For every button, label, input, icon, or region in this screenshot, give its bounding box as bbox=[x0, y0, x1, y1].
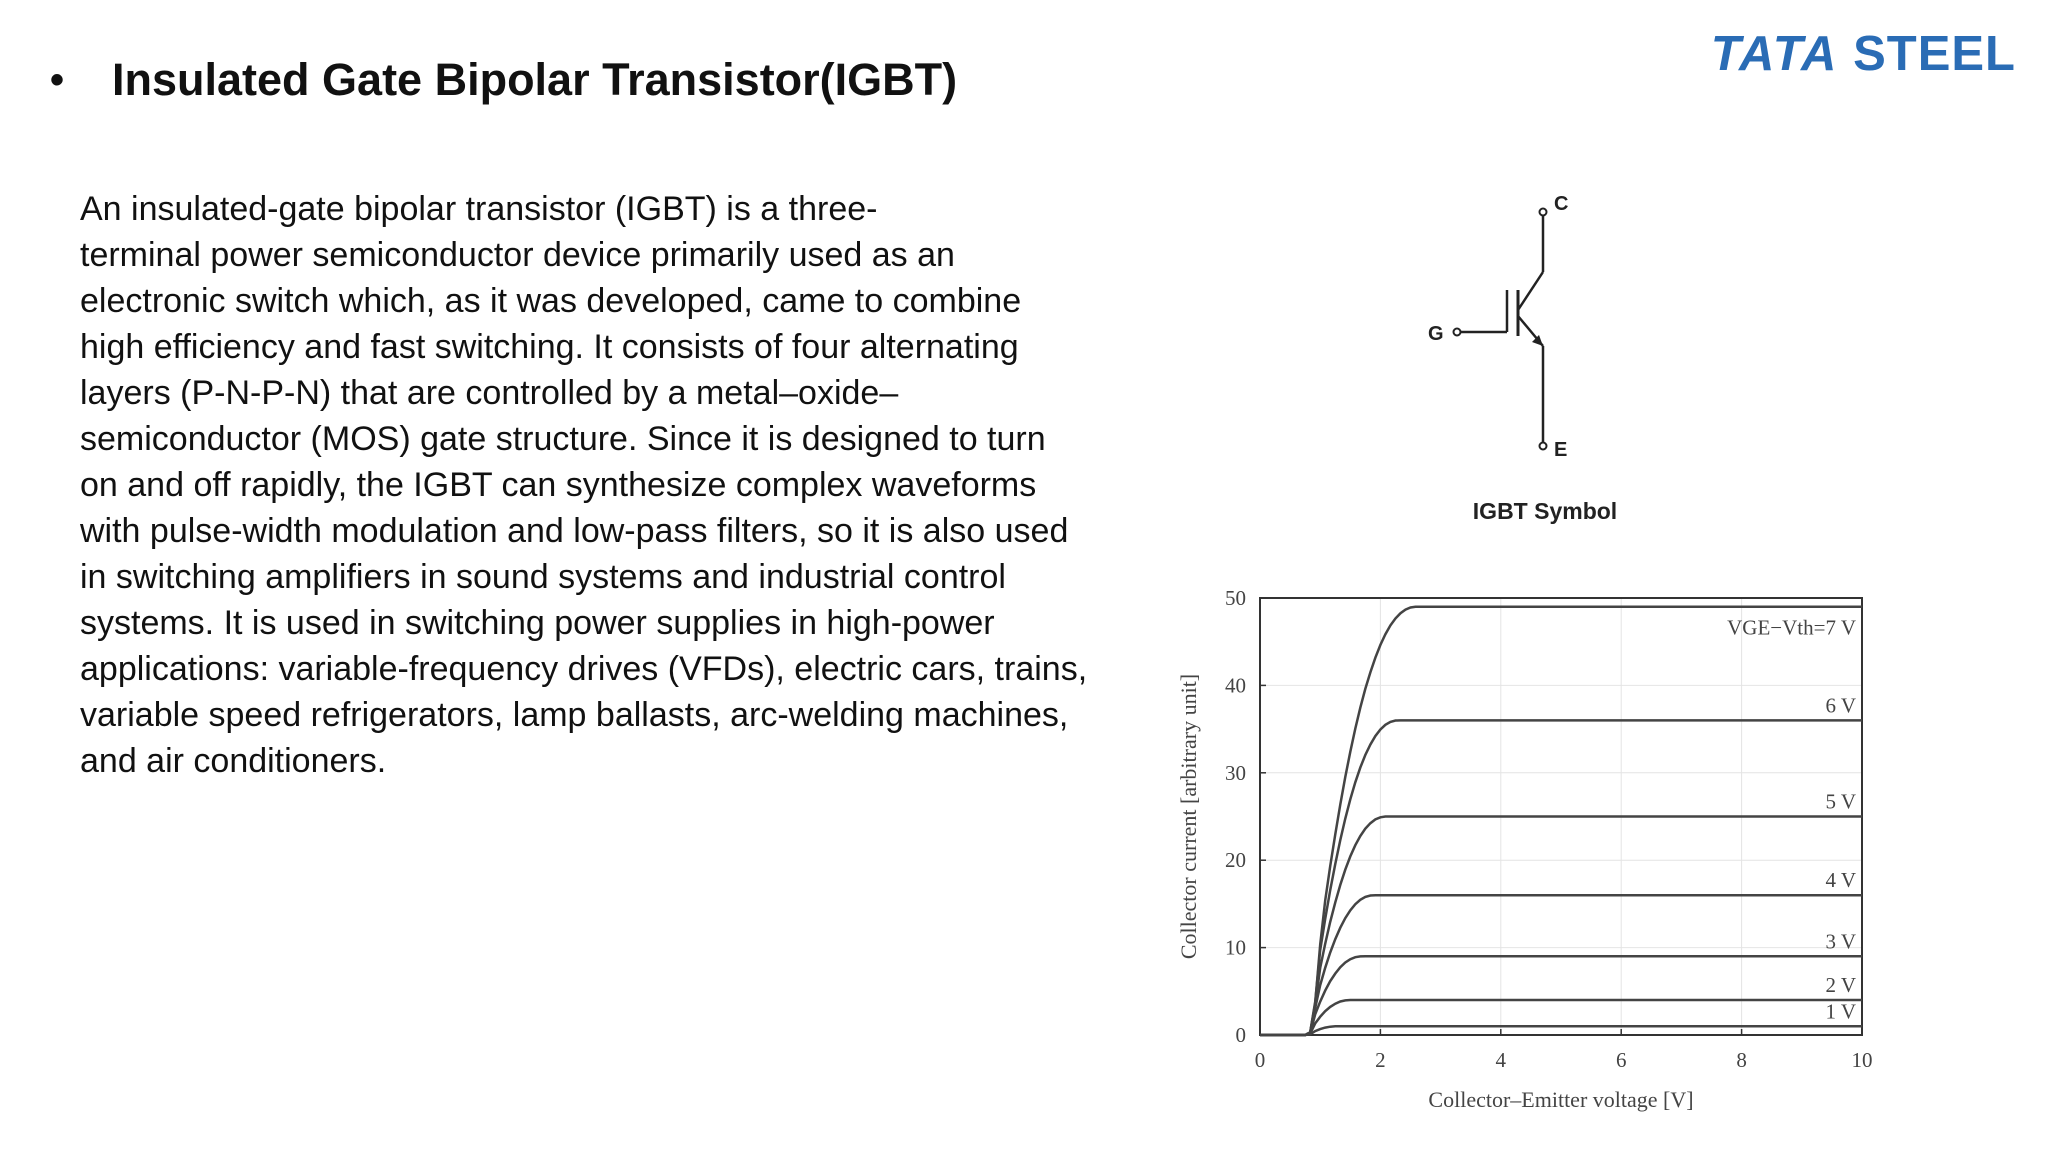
y-tick-label: 0 bbox=[1235, 1023, 1246, 1047]
y-tick-label: 30 bbox=[1225, 760, 1246, 785]
terminal-c-label: C bbox=[1554, 193, 1569, 215]
series-curve bbox=[1260, 817, 1862, 1036]
series-curve bbox=[1260, 607, 1862, 1035]
x-tick-label: 2 bbox=[1375, 1048, 1386, 1072]
x-tick-label: 8 bbox=[1736, 1048, 1747, 1072]
terminal-e-label: E bbox=[1554, 439, 1568, 461]
igbt-characteristic-chart bbox=[1160, 570, 1900, 1130]
series-label: 6 V bbox=[1825, 693, 1856, 718]
series-curve bbox=[1260, 1000, 1862, 1035]
x-tick-label: 4 bbox=[1495, 1048, 1507, 1072]
series-label: 4 V bbox=[1825, 868, 1856, 893]
x-tick-label: 6 bbox=[1615, 1048, 1627, 1072]
symbol-caption: IGBT Symbol bbox=[1472, 498, 1618, 524]
x-axis-label: Collector–Emitter voltage [V] bbox=[1428, 1087, 1694, 1112]
series-curve bbox=[1260, 1026, 1862, 1035]
series-curve bbox=[1260, 895, 1862, 1035]
series-curve bbox=[1260, 720, 1862, 1035]
terminal-g-label: G bbox=[1428, 323, 1444, 345]
series-label: VGE−Vth=7 V bbox=[1727, 615, 1856, 640]
x-tick-label: 10 bbox=[1851, 1048, 1873, 1072]
y-axis-label: Collector current [arbitrary unit] bbox=[1176, 673, 1201, 960]
igbt-symbol-diagram bbox=[1400, 180, 1700, 540]
series-label: 1 V bbox=[1825, 999, 1856, 1024]
y-tick-label: 20 bbox=[1225, 848, 1246, 873]
chart-svg bbox=[1160, 570, 1900, 1130]
slide-title: Insulated Gate Bipolar Transistor(IGBT) bbox=[112, 54, 958, 105]
series-label: 3 V bbox=[1825, 929, 1856, 954]
series-curve bbox=[1260, 956, 1862, 1035]
tata-steel-logo bbox=[1711, 26, 2016, 82]
series-label: 5 V bbox=[1825, 789, 1856, 814]
title-bullet: • bbox=[50, 58, 65, 102]
igbt-symbol-icon bbox=[1400, 180, 1700, 480]
series-label: 2 V bbox=[1825, 973, 1856, 998]
logo-part-tata: TATA bbox=[1710, 27, 1839, 81]
igbt-description: An insulated-gate bipolar transistor (IGBT) is a three- terminal power semiconductor device primarily used as an electronic switch which, as it was developed, came to combine high efficiency and fast switching. It consists of four alternating layers (P-N-P-N) that are controlled by a metal–oxide– semiconductor (MOS) gate structure. Since it is designed to turn on and off rapidly, the IGBT can synthesize complex waveforms with pulse-width modulation and low-pass filters, so it is also used in switching amplifiers in sound systems and industrial control systems. It is used in switching power supplies in high-power applications: variable-frequency drives (VFDs), electric cars, trains, variable speed refrigerators, lamp ballasts, arc-welding machines, and air conditioners. bbox=[80, 190, 1088, 780]
y-tick-label: 10 bbox=[1225, 935, 1246, 960]
y-tick-label: 40 bbox=[1225, 673, 1246, 698]
y-tick-label: 50 bbox=[1225, 586, 1246, 610]
x-tick-label: 0 bbox=[1254, 1048, 1266, 1072]
logo-part-steel: STEEL bbox=[1853, 27, 2016, 81]
